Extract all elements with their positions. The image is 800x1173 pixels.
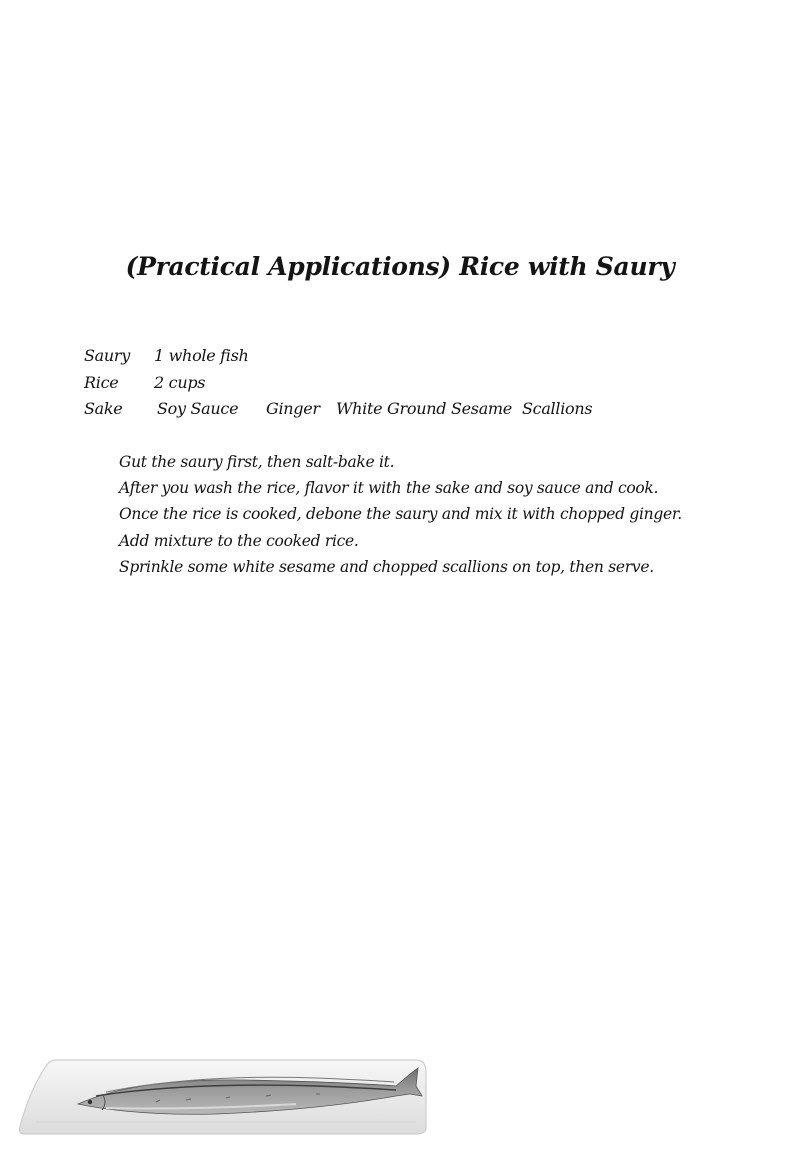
recipe-title: (Practical Applications) Rice with Saury <box>125 252 675 281</box>
ingredient-row <box>84 373 724 400</box>
ingredient-amount: 1 whole fish <box>154 346 249 365</box>
ingredient-name: Rice <box>84 372 119 392</box>
recipe-steps <box>119 453 739 584</box>
recipe-step: After you wash the rice, flavor it with the sake and soy sauce and cook. <box>119 479 659 498</box>
ingredient-name: Ginger <box>266 399 320 418</box>
recipe-step: Once the rice is cooked, debone the saury and mix it with chopped ginger. <box>119 505 682 524</box>
ingredient-name: Scallions <box>522 399 593 418</box>
ingredient-name: White Ground Sesame <box>336 399 512 418</box>
recipe-step: Add mixture to the cooked rice. <box>119 531 359 550</box>
ingredient-name: Soy Sauce <box>157 399 239 418</box>
recipe-step: Gut the saury first, then salt-bake it. <box>119 453 395 471</box>
ingredient-name: Sake <box>84 399 123 418</box>
ingredient-name: Saury <box>84 346 130 365</box>
ingredient-row <box>84 346 724 373</box>
recipe-step: Sprinkle some white sesame and chopped scallions on top, then serve. <box>119 557 654 576</box>
ingredient-list <box>84 346 724 426</box>
ingredient-row <box>84 399 724 426</box>
saury-fish-on-plate-photo <box>16 1052 428 1136</box>
ingredient-amount: 2 cups <box>154 372 206 392</box>
